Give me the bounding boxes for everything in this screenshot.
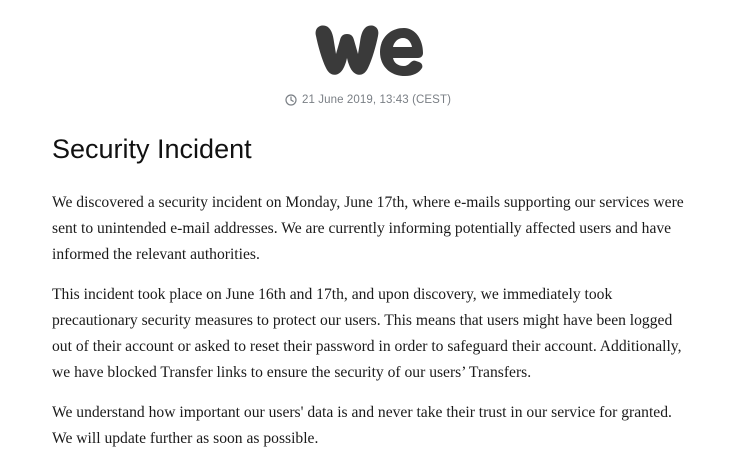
wetransfer-we-logo-icon bbox=[312, 22, 424, 78]
article-body bbox=[52, 190, 692, 466]
clock-icon bbox=[285, 94, 297, 106]
paragraph-1: We discovered a security incident on Monday, June 17th, where e-mails supporting our services were sent to unintended e-mail addresses. We are currently informing potentially affected users and have informed the relevant authorities. bbox=[52, 194, 684, 263]
paragraph-2: This incident took place on June 16th and 17th, and upon discovery, we immediately took precautionary security measures to protect our users. This means that users might have been logged out of their account or asked to reset their password in order to safeguard their account. Additionally, we have blocked Transfer links to ensure the security of our users’ Transfers. bbox=[52, 286, 682, 381]
timestamp-text: 21 June 2019, 13:43 (CEST) bbox=[302, 94, 451, 106]
logo[interactable] bbox=[0, 22, 736, 80]
publish-timestamp bbox=[0, 94, 736, 106]
page-title: Security Incident bbox=[52, 134, 252, 164]
paragraph-3: We understand how important our users' data is and never take their trust in our service for granted. We will update further as soon as possible. bbox=[52, 404, 672, 447]
